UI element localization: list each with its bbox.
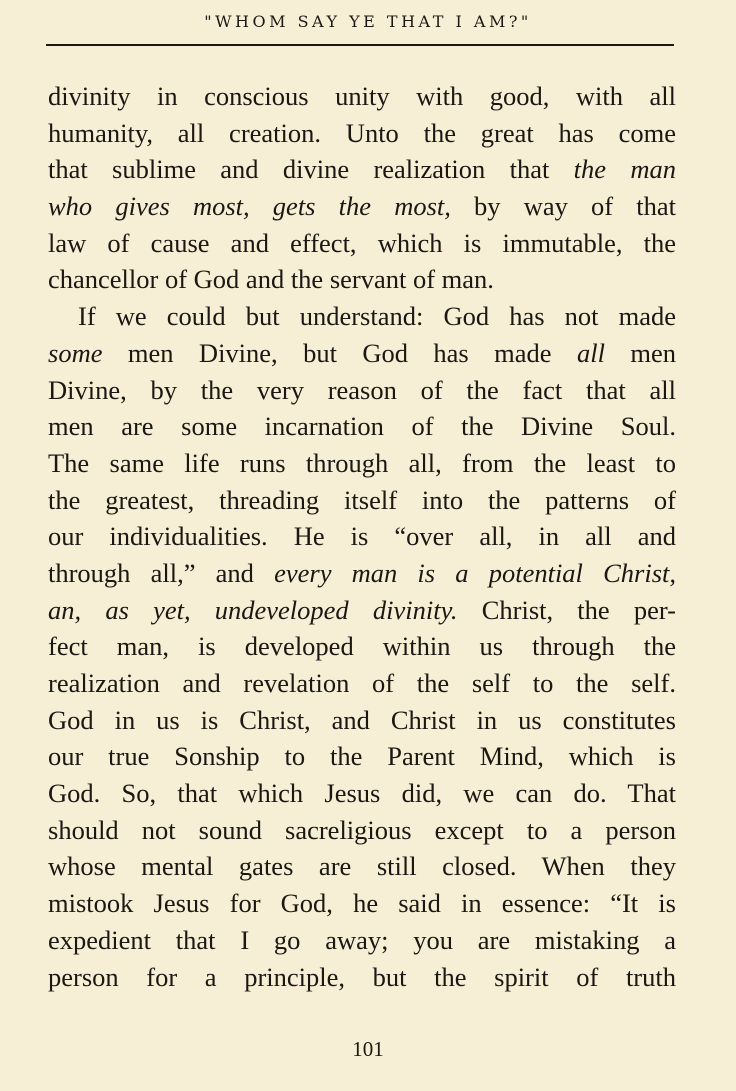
text-segment: realization and revelation of the self to the self. bbox=[48, 668, 676, 698]
text-line bbox=[48, 885, 676, 922]
text-line bbox=[48, 225, 676, 262]
text-line bbox=[48, 555, 676, 592]
text-line bbox=[48, 922, 676, 959]
italic-text: every man is a potential Christ, bbox=[274, 557, 676, 588]
text-line bbox=[48, 738, 676, 775]
text-line bbox=[48, 115, 676, 152]
text-segment: God in us is Christ, and Christ in us constitutes bbox=[48, 704, 676, 735]
text-line bbox=[48, 775, 676, 812]
italic-text: an, as yet, undeveloped divinity. bbox=[48, 594, 458, 625]
text-line bbox=[48, 482, 676, 519]
text-segment: fect man, is developed within us through the bbox=[48, 631, 676, 662]
text-segment: men Divine, but God has made bbox=[102, 337, 577, 368]
text-segment: person for a principle, but the spirit of truth bbox=[48, 961, 676, 992]
text-line bbox=[48, 665, 676, 702]
text-segment: God. So, that which Jesus did, we can do. That bbox=[48, 778, 676, 809]
italic-text: the man bbox=[573, 154, 676, 185]
text-segment: The same life runs through all, from the least to bbox=[48, 447, 676, 478]
text-segment: the greatest, threading itself into the patterns of bbox=[48, 484, 676, 515]
header-rule bbox=[46, 44, 674, 46]
text-line bbox=[48, 848, 676, 885]
text-segment: that sublime and divine realization that bbox=[48, 154, 574, 185]
text-segment: humanity, all creation. Unto the great has come bbox=[48, 117, 676, 148]
text-segment: Christ, the per- bbox=[457, 594, 677, 625]
text-segment: by way of that bbox=[450, 191, 677, 222]
text-line bbox=[48, 335, 676, 372]
text-line bbox=[48, 78, 676, 115]
text-segment: law of cause and effect, which is immutable, the bbox=[48, 227, 676, 258]
text-segment: men are some incarnation of the Divine Soul. bbox=[48, 411, 676, 442]
text-segment: our true Sonship to the Parent Mind, which is bbox=[48, 741, 676, 772]
text-line bbox=[48, 518, 676, 555]
text-segment: Divine, by the very reason of the fact that all bbox=[48, 374, 676, 405]
text-line bbox=[48, 812, 676, 849]
italic-text: some bbox=[48, 337, 103, 368]
text-line bbox=[48, 188, 676, 225]
text-line bbox=[48, 702, 676, 739]
text-segment: our individualities. He is “over all, in all and bbox=[48, 521, 676, 552]
text-line bbox=[48, 261, 676, 298]
text-segment: men bbox=[604, 337, 676, 368]
running-head-title: "WHOM SAY YE THAT I AM?" bbox=[204, 12, 532, 31]
page-body-text bbox=[48, 78, 676, 995]
text-segment: through all,” and bbox=[48, 557, 275, 588]
text-segment: chancellor of God and the servant of man. bbox=[48, 264, 494, 295]
text-segment: whose mental gates are still closed. When they bbox=[48, 851, 676, 882]
text-segment: If we could but understand: God has not made bbox=[78, 301, 676, 332]
text-segment: mistook Jesus for God, he said in essence: “It is bbox=[48, 888, 676, 919]
text-segment: divinity in conscious unity with good, with all bbox=[48, 81, 676, 111]
text-line bbox=[48, 959, 676, 996]
text-line bbox=[48, 628, 676, 665]
text-line bbox=[48, 151, 676, 188]
text-segment: expedient that I go away; you are mistaking a bbox=[48, 924, 676, 955]
italic-text: all bbox=[576, 337, 605, 368]
text-segment: should not sound sacreligious except to a person bbox=[48, 814, 676, 845]
text-line bbox=[48, 408, 676, 445]
page-number: 101 bbox=[352, 1037, 384, 1061]
text-line bbox=[48, 592, 676, 629]
italic-text: who gives most, gets the most, bbox=[48, 191, 451, 222]
text-line bbox=[48, 372, 676, 409]
text-line bbox=[48, 298, 676, 335]
text-line bbox=[48, 445, 676, 482]
